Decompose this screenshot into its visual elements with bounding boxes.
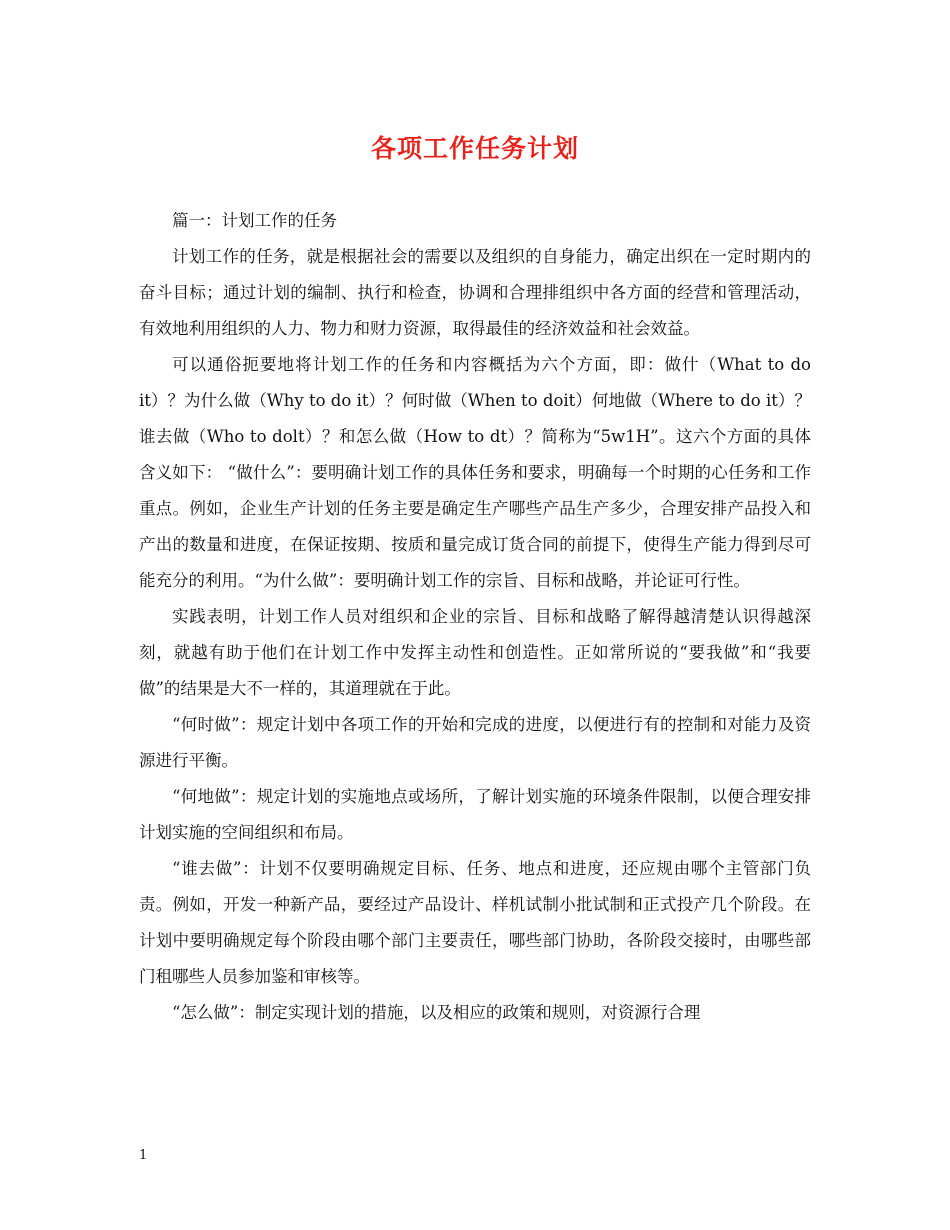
section-heading: 篇一：计划工作的任务 xyxy=(172,211,337,230)
page-number: 1 xyxy=(139,1148,148,1163)
paragraph: “何地做”：规定计划的实施地点或场所，了解计划实施的环境条件限制，以便合理安排计划实施的空间组织和布局。 xyxy=(139,787,811,842)
paragraph: “怎么做”：制定实现计划的措施，以及相应的政策和规则，对资源行合理 xyxy=(172,1003,701,1022)
paragraph: 计划工作的任务，就是根据社会的需要以及组织的自身能力，确定出织在一定时期内的奋斗目标；通过计划的编制、执行和检查，协调和合理排组织中各方面的经营和管理活动，有效地利用组织的人力、物力和财力资源，取得最佳的经济效益和社会效益。 xyxy=(139,247,811,338)
document-body xyxy=(139,203,811,1031)
paragraph: “谁去做”：计划不仅要明确规定目标、任务、地点和进度，还应规由哪个主管部门负责。例如，开发一种新产品，要经过产品设计、样机试制小批试制和正式投产几个阶段。在计划中要明确规定每个阶段由哪个部门主要责任，哪些部门协助，各阶段交接时，由哪些部门租哪些人员参加鉴和审核等。 xyxy=(139,859,811,986)
paragraph: 可以通俗扼要地将计划工作的任务和内容概括为六个方面，即：做什（What to do it）？为什么做（Why to do it）？何时做（When to doit）何地做（Where to do it）？谁去做（Who to dolt）？和怎么做（How to dt）？简称为“5w1H”。这六个方面的具体含义如下： “做什么”：要明确计划工作的具体任务和要求，明确每一个时期的心任务和工作重点。例如，企业生产计划的任务主要是确定生产哪些产品生产多少，合理安排产品投入和产出的数量和进度，在保证按期、按质和量完成订货合同的前提下，使得生产能力得到尽可能充分的利用。“为什么做”：要明确计划工作的宗旨、目标和战略，并论证可行性。 xyxy=(139,355,811,590)
document-title: 各项工作任务计划 xyxy=(370,134,579,163)
paragraph: “何时做”：规定计划中各项工作的开始和完成的进度，以便进行有的控制和对能力及资源进行平衡。 xyxy=(139,715,811,770)
paragraph: 实践表明，计划工作人员对组织和企业的宗旨、目标和战略了解得越清楚认识得越深刻，就越有助于他们在计划工作中发挥主动性和创造性。正如常所说的“要我做”和“我要做”的结果是大不一样的，其道理就在于此。 xyxy=(139,607,811,698)
